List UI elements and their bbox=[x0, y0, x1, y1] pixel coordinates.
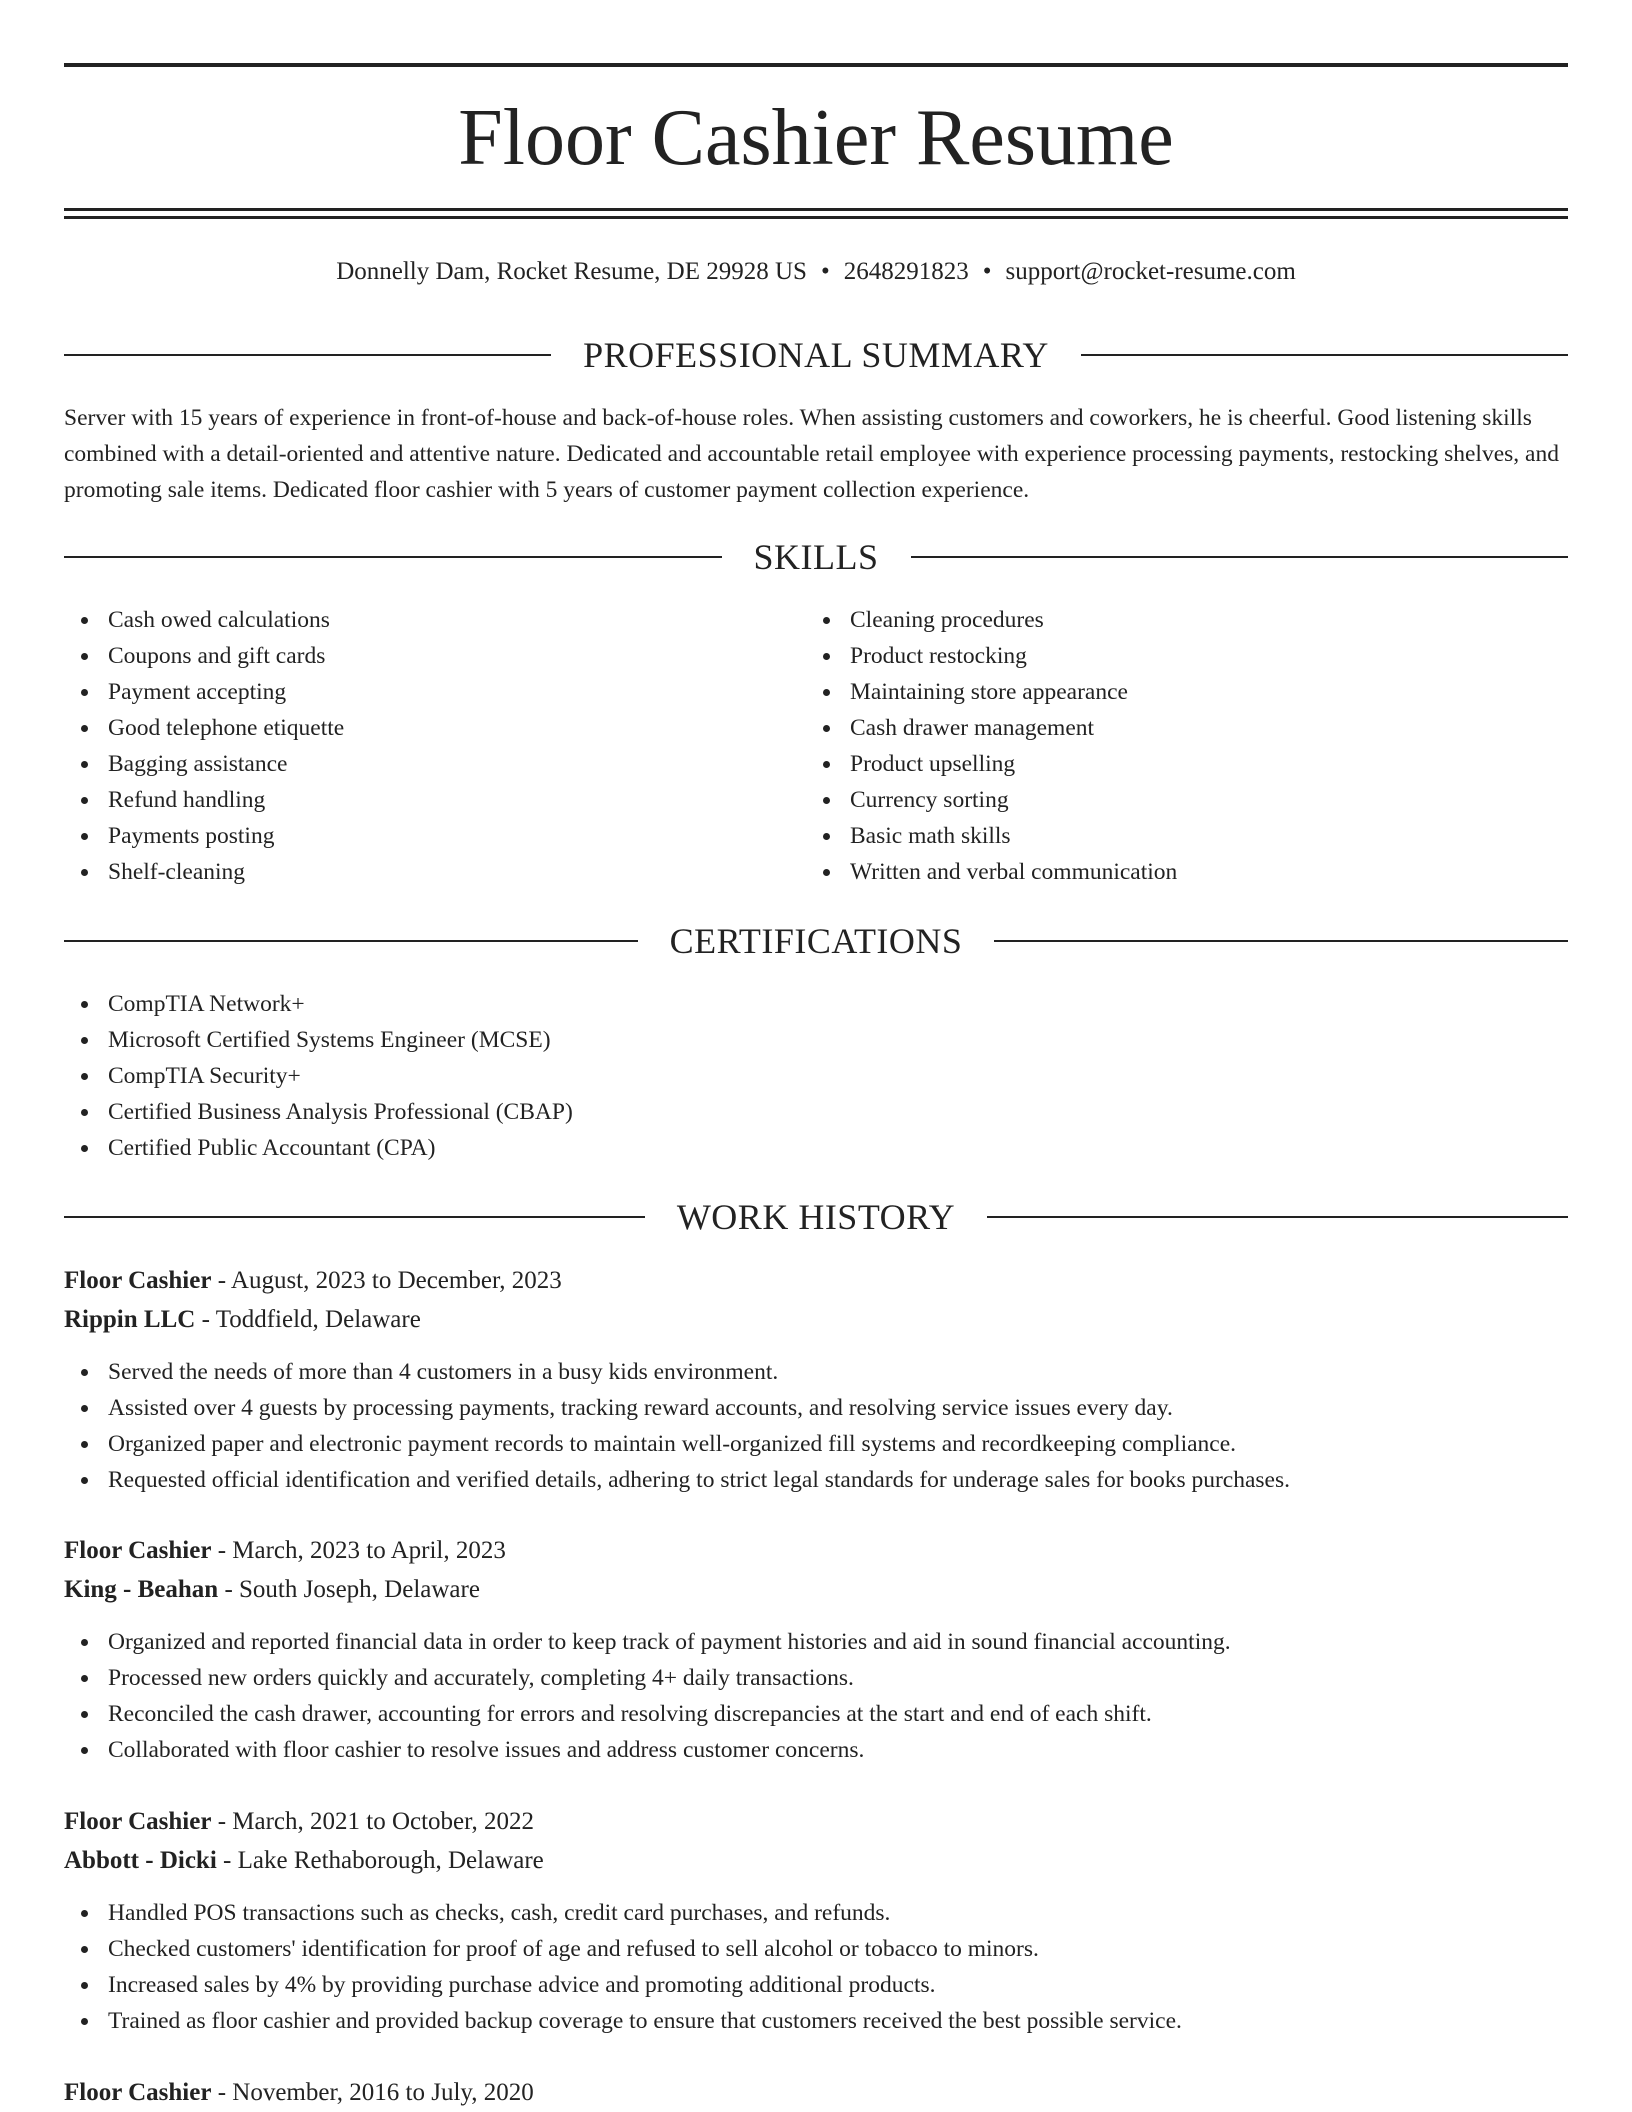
dash: - bbox=[217, 1537, 227, 1564]
job-bullet: Requested official identification and verified details, adhering to strict legal standards for underage sales for books purchases. bbox=[64, 1462, 1568, 1498]
job-entry bbox=[64, 1803, 1568, 2039]
job-company-line bbox=[64, 1571, 1568, 1609]
job-dates: March, 2021 to October, 2022 bbox=[232, 1808, 534, 1835]
skill-item: Shelf-cleaning bbox=[64, 854, 764, 890]
skill-item: Written and verbal communication bbox=[806, 854, 1506, 890]
job-title-line bbox=[64, 1803, 1568, 1841]
heading-rule bbox=[1081, 354, 1568, 356]
job-bullets bbox=[64, 1354, 1568, 1498]
dash: - bbox=[223, 1847, 232, 1874]
header-bottom-rule-1 bbox=[64, 208, 1568, 211]
heading-rule bbox=[994, 940, 1568, 942]
certification-item: CompTIA Security+ bbox=[64, 1058, 1064, 1094]
header-bottom-rule-2 bbox=[64, 216, 1568, 219]
job-title: Floor Cashier bbox=[64, 1267, 212, 1294]
heading-rule bbox=[64, 556, 722, 558]
job-entry bbox=[64, 2074, 1568, 2112]
job-company-line bbox=[64, 1842, 1568, 1880]
job-company-line bbox=[64, 1301, 1568, 1339]
job-bullet: Served the needs of more than 4 customers in a busy kids environment. bbox=[64, 1354, 1568, 1390]
certifications-block bbox=[64, 986, 1064, 1166]
dash: - bbox=[224, 1576, 233, 1603]
section-title: PROFESSIONAL SUMMARY bbox=[583, 335, 1049, 375]
skills-left-column bbox=[64, 602, 764, 890]
section-heading-certifications bbox=[64, 919, 1568, 963]
job-company: Abbott - Dicki bbox=[64, 1847, 217, 1874]
job-bullet: Organized paper and electronic payment records to maintain well-organized fill systems and recordkeeping compliance. bbox=[64, 1426, 1568, 1462]
heading-rule bbox=[64, 1216, 645, 1218]
heading-rule bbox=[64, 354, 551, 356]
certifications-list bbox=[64, 986, 1064, 1166]
heading-rule bbox=[911, 556, 1569, 558]
header-top-rule bbox=[64, 63, 1568, 67]
job-location: South Joseph, Delaware bbox=[239, 1576, 480, 1603]
job-title: Floor Cashier bbox=[64, 1537, 212, 1564]
section-heading-work-history bbox=[64, 1195, 1568, 1239]
job-dates: March, 2023 to April, 2023 bbox=[232, 1537, 506, 1564]
job-bullets bbox=[64, 1895, 1568, 2039]
resume-title: Floor Cashier Resume bbox=[458, 94, 1174, 182]
skill-item: Good telephone etiquette bbox=[64, 710, 764, 746]
certification-item: Certified Business Analysis Professional (CBAP) bbox=[64, 1094, 1064, 1130]
job-company: Rippin LLC bbox=[64, 1306, 196, 1333]
job-bullets bbox=[64, 1624, 1568, 1768]
job-location: Lake Rethaborough, Delaware bbox=[237, 1847, 544, 1874]
certification-item: CompTIA Network+ bbox=[64, 986, 1064, 1022]
skill-item: Cleaning procedures bbox=[806, 602, 1506, 638]
job-title: Floor Cashier bbox=[64, 1808, 212, 1835]
skills-list-right bbox=[806, 602, 1506, 890]
job-bullet: Handled POS transactions such as checks, cash, credit card purchases, and refunds. bbox=[64, 1895, 1568, 1931]
heading-rule bbox=[64, 940, 638, 942]
job-bullet: Processed new orders quickly and accurately, completing 4+ daily transactions. bbox=[64, 1660, 1568, 1696]
dash: - bbox=[217, 2079, 227, 2106]
job-bullet: Increased sales by 4% by providing purchase advice and promoting additional products. bbox=[64, 1967, 1568, 2003]
skill-item: Maintaining store appearance bbox=[806, 674, 1506, 710]
job-company: King - Beahan bbox=[64, 1576, 219, 1603]
job-title-line bbox=[64, 2074, 1568, 2112]
contact-separator: • bbox=[820, 258, 830, 285]
skill-item: Currency sorting bbox=[806, 782, 1506, 818]
job-dates: August, 2023 to December, 2023 bbox=[230, 1267, 562, 1294]
contact-separator: • bbox=[982, 258, 992, 285]
job-title-line bbox=[64, 1262, 1568, 1300]
job-bullet: Assisted over 4 guests by processing payments, tracking reward accounts, and resolving service issues every day. bbox=[64, 1390, 1568, 1426]
certification-item: Certified Public Accountant (CPA) bbox=[64, 1130, 1064, 1166]
skill-item: Coupons and gift cards bbox=[64, 638, 764, 674]
job-entry bbox=[64, 1262, 1568, 1498]
skill-item: Payments posting bbox=[64, 818, 764, 854]
job-bullet: Trained as floor cashier and provided backup coverage to ensure that customers received the best possible service. bbox=[64, 2003, 1568, 2039]
job-entry bbox=[64, 1532, 1568, 1768]
section-heading-skills bbox=[64, 535, 1568, 579]
summary-text: Server with 15 years of experience in front-of-house and back-of-house roles. When assisting customers and coworkers, he is cheerful. Good listening skills combined with a detail-oriented and attentive nature. Dedicated and accountable retail employee with experience processing payments, restocking shelves, and promoting sale items. Dedicated floor cashier with 5 years of customer payment collection experience. bbox=[64, 405, 1559, 503]
job-dates: November, 2016 to July, 2020 bbox=[232, 2079, 534, 2106]
section-title: SKILLS bbox=[753, 537, 879, 577]
skill-item: Payment accepting bbox=[64, 674, 764, 710]
skills-right-column bbox=[806, 602, 1506, 890]
contact-address: Donnelly Dam, Rocket Resume, DE 29928 US bbox=[336, 258, 807, 285]
section-heading-summary bbox=[64, 333, 1568, 377]
contact-line bbox=[64, 252, 1568, 292]
skill-item: Bagging assistance bbox=[64, 746, 764, 782]
dash: - bbox=[217, 1808, 227, 1835]
dash: - bbox=[201, 1306, 210, 1333]
section-title: CERTIFICATIONS bbox=[669, 921, 963, 961]
job-location: Toddfield, Delaware bbox=[215, 1306, 421, 1333]
skill-item: Product upselling bbox=[806, 746, 1506, 782]
job-bullet: Collaborated with floor cashier to resolve issues and address customer concerns. bbox=[64, 1732, 1568, 1768]
job-bullet: Organized and reported financial data in order to keep track of payment histories and aid in sound financial accounting. bbox=[64, 1624, 1568, 1660]
skill-item: Basic math skills bbox=[806, 818, 1506, 854]
job-bullet: Checked customers' identification for proof of age and refused to sell alcohol or tobacco to minors. bbox=[64, 1931, 1568, 1967]
skill-item: Product restocking bbox=[806, 638, 1506, 674]
skill-item: Refund handling bbox=[64, 782, 764, 818]
contact-phone: 2648291823 bbox=[843, 258, 969, 285]
job-title: Floor Cashier bbox=[64, 2079, 212, 2106]
heading-rule bbox=[987, 1216, 1568, 1218]
skill-item: Cash drawer management bbox=[806, 710, 1506, 746]
job-bullet: Reconciled the cash drawer, accounting for errors and resolving discrepancies at the start and end of each shift. bbox=[64, 1696, 1568, 1732]
dash: - bbox=[217, 1267, 227, 1294]
skills-list-left bbox=[64, 602, 764, 890]
section-title: WORK HISTORY bbox=[676, 1197, 956, 1237]
job-title-line bbox=[64, 1532, 1568, 1570]
certification-item: Microsoft Certified Systems Engineer (MCSE) bbox=[64, 1022, 1064, 1058]
skill-item: Cash owed calculations bbox=[64, 602, 764, 638]
contact-email: support@rocket-resume.com bbox=[1005, 258, 1296, 285]
